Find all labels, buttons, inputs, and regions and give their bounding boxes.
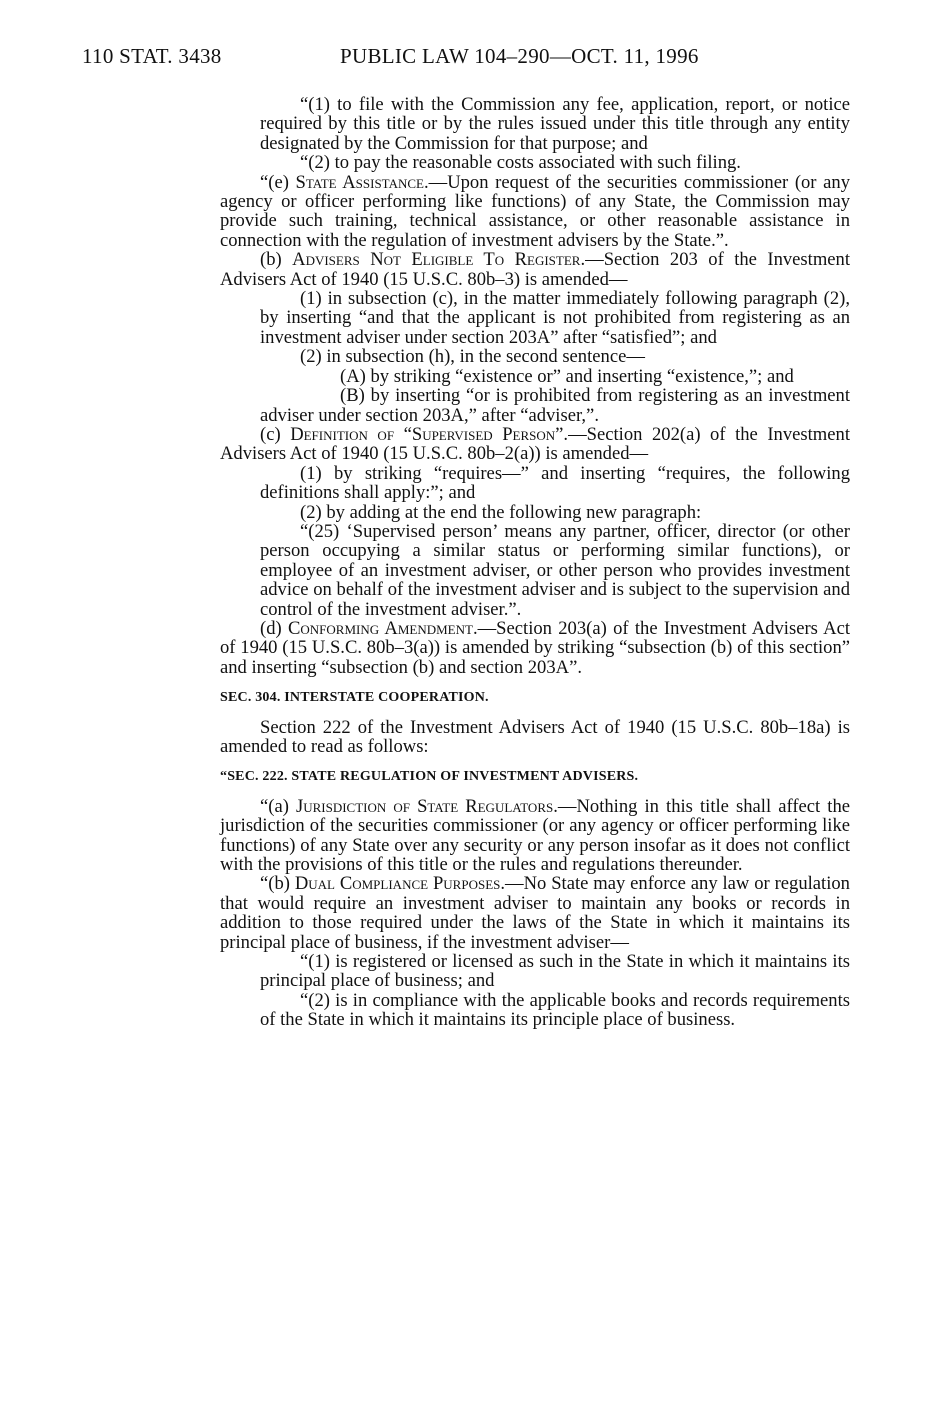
stat-page-number: 110 STAT. 3438 — [82, 44, 222, 68]
subsection-label: (c) — [260, 423, 291, 445]
subsection-heading: Jurisdiction of State Regulators — [295, 795, 554, 817]
subsection-label: “(b) — [260, 873, 295, 895]
subsection-label: “(e) — [260, 171, 296, 193]
paragraph-8: (B) by inserting “or is prohibited from registering as an investment adviser under section 203A,” after “adviser,”. — [260, 385, 850, 426]
paragraph-5: (1) in subsection (c), in the matter immediately following paragraph (2), by inserting “and that the applicant is not prohibited from registering as an investment adviser under section 203A” after “satisfied”; and — [260, 288, 850, 348]
paragraph-10: (1) by striking “requires—” and inserting “requires, the following definitions shall apply:”; and — [260, 462, 850, 504]
running-head — [82, 44, 862, 74]
subsection-heading: Conforming Amendment — [287, 617, 473, 639]
subsection-heading: Definition of “Supervised Person” — [290, 423, 564, 445]
subsection-label: (d) — [260, 617, 288, 639]
body-text — [220, 95, 850, 1030]
subsection-a — [220, 797, 850, 875]
subsection-b — [220, 250, 850, 289]
paragraph-17: “(1) is registered or licensed as such in the State in which it maintains its principal place of business; and — [260, 951, 850, 992]
paragraph-2: “(2) to pay the reasonable costs associated with such filing. — [300, 152, 741, 174]
subsection-e — [220, 173, 850, 251]
subsection-d — [220, 619, 850, 677]
subsection-heading: Dual Compliance Purposes — [294, 873, 501, 895]
law-title: PUBLIC LAW 104–290—OCT. 11, 1996 — [340, 44, 699, 68]
subsection-b-222 — [220, 874, 850, 952]
paragraph-14: Section 222 of the Investment Advisers Act of 1940 (15 U.S.C. 80b–18a) is amended to read as follows: — [220, 716, 850, 757]
paragraph-7: (A) by striking “existence or” and inserting “existence,”; and — [340, 365, 794, 387]
paragraph-18: “(2) is in compliance with the applicable books and records requirements of the State in which it maintains its principle place of business. — [260, 989, 850, 1031]
subsection-text: .—Upon request of the securities commissioner (or any agency or officer performing like functions) of any State, the Commission may provide such training, technical assistance, or other reasonable assistance in connection with the regulation of investment advisers by the State.”. — [220, 171, 850, 251]
subsection-text: .—Section 202(a) of the Investment Advisers Act of 1940 (15 U.S.C. 80b–2(a)) is amended— — [220, 423, 850, 465]
paragraph-1: “(1) to file with the Commission any fee, application, report, or notice required by this title or by the rules issued under this title through any entity designated by the Commission for that purpose; and — [260, 94, 850, 154]
subsection-label: (b) — [260, 249, 293, 271]
paragraph-12: “(25) ‘Supervised person’ means any partner, officer, director (or other person occupying a similar status or performing similar functions), or employee of an investment adviser, or other person who provides investment advice on behalf of the investment adviser and is subject to the supervision and control of the investment adviser.”. — [260, 520, 850, 620]
subsection-c — [220, 425, 850, 464]
section-222-heading: “SEC. 222. STATE REGULATION OF INVESTMENT ADVISERS. — [220, 769, 639, 785]
paragraph-11: (2) by adding at the end the following new paragraph: — [300, 501, 702, 523]
subsection-text: .—No State may enforce any law or regulation that would require an investment adviser to maintain any books or records in addition to those required under the laws of the State in which it maintains its principal place of business, if the investment adviser— — [220, 873, 850, 953]
subsection-text: .—Nothing in this title shall affect the jurisdiction of the securities commissioner (or any agency or officer performing like functions) of any State over any security or any person insofar as it does not conflict with the provisions of this title or the rules and regulations thereunder. — [220, 795, 850, 876]
subsection-text: .—Section 203 of the Investment Advisers Act of 1940 (15 U.S.C. 80b–3) is amended— — [220, 249, 850, 290]
section-304-heading: SEC. 304. INTERSTATE COOPERATION. — [220, 690, 489, 706]
subsection-text: .—Section 203(a) of the Investment Advisers Act of 1940 (15 U.S.C. 80b–3(a)) is amended by striking “subsection (b) of this section” and inserting “subsection (b) and section 203A”. — [220, 617, 850, 678]
subsection-label: “(a) — [260, 795, 296, 817]
subsection-heading: State Assistance — [295, 171, 424, 193]
subsection-heading: Advisers Not Eligible To Register — [292, 249, 581, 271]
paragraph-6: (2) in subsection (h), in the second sentence— — [300, 346, 645, 368]
